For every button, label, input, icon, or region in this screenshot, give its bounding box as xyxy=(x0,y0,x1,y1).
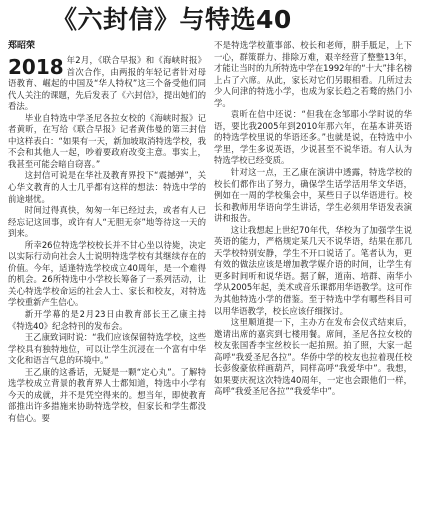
paragraph-13: 这里顺道提一下，主办方在发布会仪式结束后，邀请出席的嘉宾到七楼用餐。席间，圣尼各拉女校的校友张国香李宝丝校长一起拍照。拍了照，大家一起高呼“我爱圣尼各拉”。华侨中学的校友也拉着现任校长彭俊豪依样画葫芦，同样高呼“我爱华中”。我想，如果要庆祝这次特选40周年，一定也会跟他们一样，高呼“我爱圣尼各拉”“我爱华中”。 xyxy=(214,317,412,397)
paragraph-10: 袁昕在信中还说：“但我在念邹耶小学时说的华语，要比我2005年到2010年那六年，在基本讲英语的特选学校里说的华语还多。”也就是说，在特选中小学里，学生多说英语，少说甚至不说华语。有人认为特选学校已经变质。 xyxy=(214,109,412,166)
paragraph-5: 所幸26位特选学校校长并不甘心坐以待毙，决定以实际行动向社会人士说明特选学校有其继续存在的价值。今年，适逢特选学校成立40周年，是一个难得的机会。26所特选中小学校长筹备了一系列活动，让关心特选学校命运的社会人士、家长和校友，对特选学校重新产生信心。 xyxy=(8,239,206,308)
paragraph-1-text: 年2月，《联合早报》和《海峡时报》首次合作，由两报的年轻记者针对母语教育、崛起的中国及“华人特权”这三个备受他们同代人关注的课题，先后发表了《六封信》，提出她们的看法。 xyxy=(8,55,206,112)
year-dropcap: 2018 xyxy=(8,55,64,79)
paragraph-3: 这封信可说是在华社及教育界投下“震撼弹”，关心华文教育的人士几乎都有这样的想法：特选中学的前途堪忧。 xyxy=(8,170,206,204)
paragraph-12: 这让我想起上世纪70年代，华校为了加强学生说英语的能力，严格规定某几天不说华语，结果在那几天学校特别安静，学生不开口说话了。笔者认为，更有效的做法应该是增加教学媒介语的时间，让学生有更多时间听和说华语。据了解，道南、培群、南华小学从2005年起，美术或音乐课都用华语教学。这可作为其他特选小学的借鉴。至于特选中学有哪些科目可以用华语教学，校长应该仔细探讨。 xyxy=(214,224,412,316)
paragraph-11: 针对这一点，王乙康在演讲中透露，特选学校的校长们都作出了努力，确保学生话学活用华文华语，例如在一周的学校集会中，某些日子以华语进行。校长和教师用华语向学生讲话，学生必须用华语发表演讲和报告。 xyxy=(214,167,412,224)
paragraph-2: 毕业自特选中学圣尼各拉女校的《海峡时报》记者黄昕，在写给《联合早报》记者黄伟曼的第三封信中这样表白：“如果有一天，新加坡取消特选学校，我不会和其他人一起，吵着要政府改变主意。事实上，我甚至可能会暗自窃喜。” xyxy=(8,112,206,169)
headline: 《六封信》与特选40 xyxy=(52,5,292,34)
paragraph-8: 王乙康的这番话，无疑是一颗“定心丸”。了解特选学校成立背景的教育界人士都知道，特选中小学有今天的成就，并不是凭空得来的。想当年，即使教育部推出许多措施来协助特选学校，但家长和学生都没有信心。要 xyxy=(8,366,206,423)
paragraph-6: 新开学幕的是2月23日由教育部长王乙康主持《特选40》纪念特刊的发布会。 xyxy=(8,309,206,331)
paragraph-1 xyxy=(8,55,206,113)
paragraph-9: 不是特选学校董事部、校长和老师，胼手胝足，上下一心，群策群力、排除万难，艰辛经营了整整13年，才能让当时的九所特选中学在1992年的“十大”排名榜上占了六席。从此，家长对它们另眼相看。几所过去少人问津的特选小学，也成为家长趋之若鹜的热门小学。 xyxy=(214,40,412,108)
author-byline: 郑昭荣 xyxy=(8,41,36,51)
left-column xyxy=(8,40,206,425)
article-columns xyxy=(8,40,413,425)
paragraph-4: 时间过得真快，匆匆一年已经过去，或者有人已经忘记这回事，或许有人“无胆无奈”地等待这一天的到来。 xyxy=(8,205,206,239)
paragraph-7: 王乙康致词时说：“我们应该保留特选学校，这些学校具有独特地位，可以让学生沉浸在一个富有中华文化和语言气息的环境中。” xyxy=(8,332,206,366)
right-column xyxy=(214,40,412,425)
